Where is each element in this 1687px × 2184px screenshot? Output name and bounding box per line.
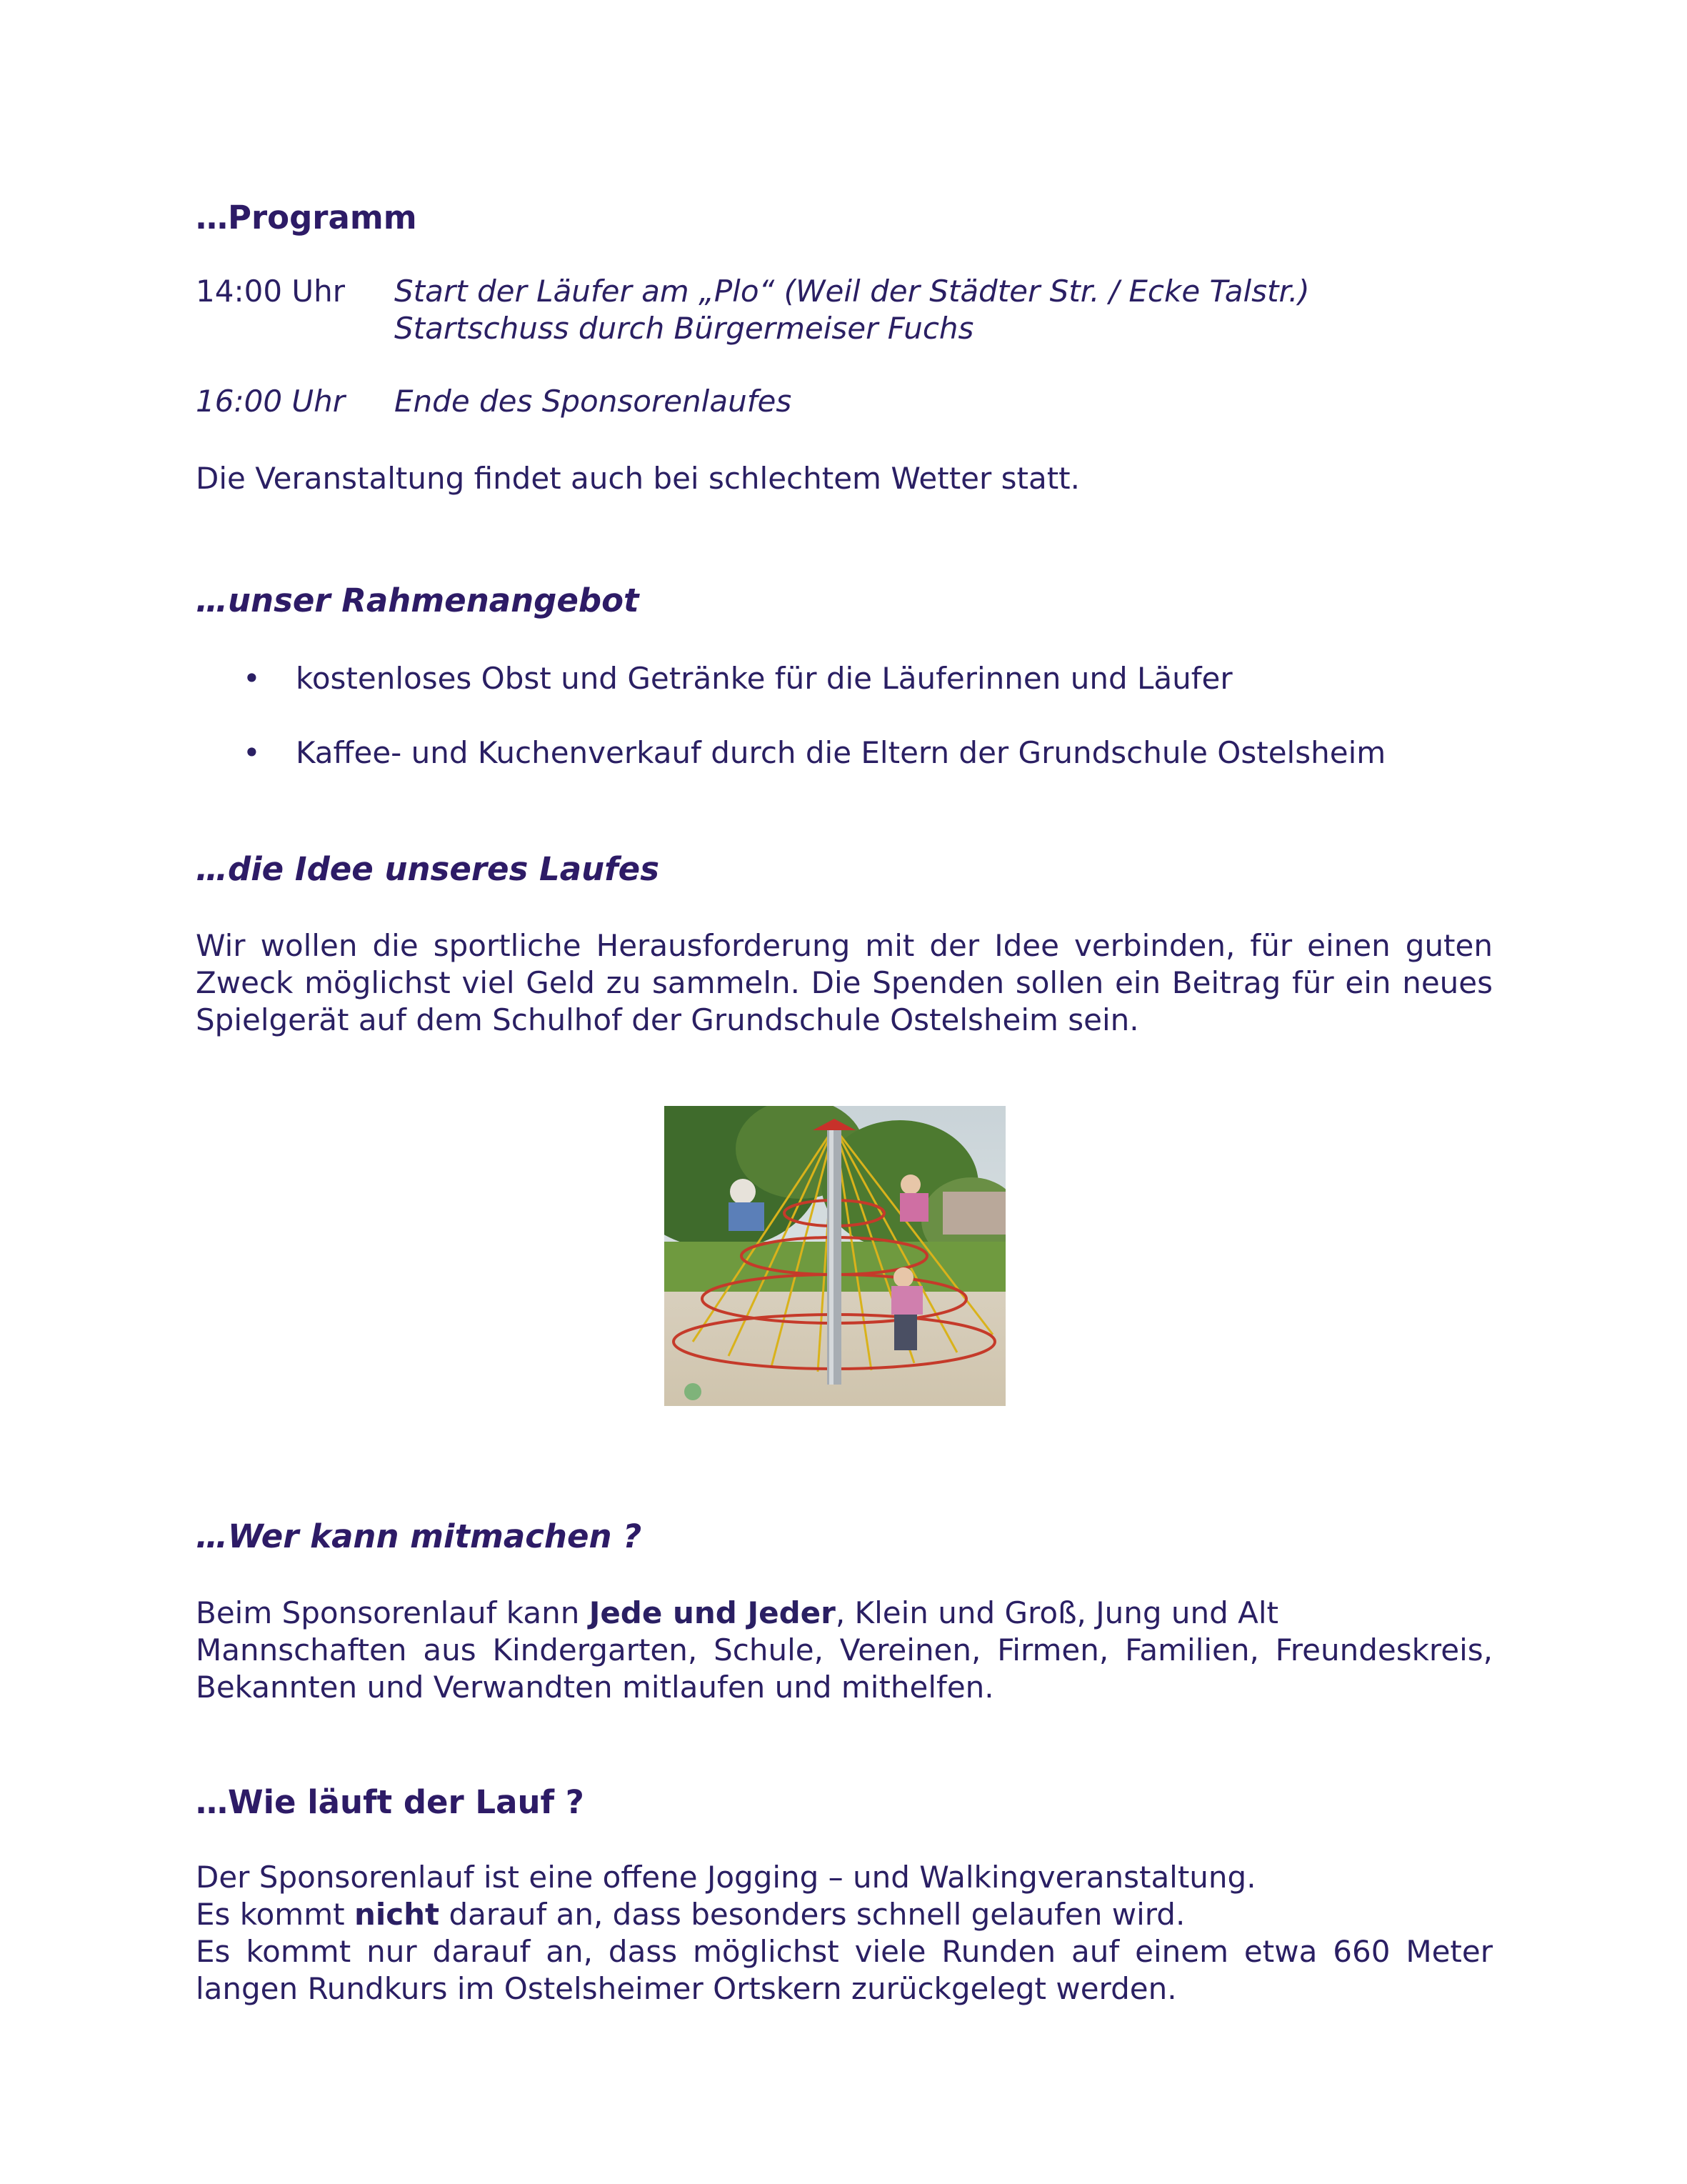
wie-line-3: Es kommt nur darauf an, dass möglichst viele Runden auf einem etwa 660 Meter [196, 1934, 1493, 1969]
wie-line-1: Der Sponsorenlauf ist eine offene Jogging – und Walkingveranstaltung. [196, 1860, 1256, 1895]
wie-line-2 [196, 1896, 1493, 1933]
heading-programm: …Programm [196, 199, 417, 236]
wie-text: Es kommt [196, 1897, 354, 1932]
time-1400: 14:00 Uhr [196, 274, 346, 309]
wer-text: Beim Sponsorenlauf kann [196, 1595, 589, 1630]
bullet-icon: • [243, 735, 261, 770]
heading-wer: …Wer kann mitmachen ? [196, 1517, 642, 1555]
idee-line: Spielgerät auf dem Schulhof der Grundschule Ostelsheim sein. [196, 1002, 1139, 1037]
program-line-startschuss: Startschuss durch Bürgermeiser Fuchs [394, 311, 974, 346]
heading-idee: …die Idee unseres Laufes [196, 850, 659, 888]
heading-rahmenangebot: …unser Rahmenangebot [196, 582, 639, 619]
wer-text: , Klein und Groß, Jung und Alt [835, 1595, 1278, 1630]
program-line-ende: Ende des Sponsorenlaufes [394, 384, 792, 419]
program-line-start: Start der Läufer am „Plo“ (Weil der Städter Str. / Ecke Talstr.) [394, 274, 1310, 309]
bullet-icon: • [243, 661, 261, 696]
idee-line: Wir wollen die sportliche Herausforderung mit der Idee verbinden, für einen guten [196, 928, 1493, 963]
wer-line-2: Mannschaften aus Kindergarten, Schule, Vereinen, Firmen, Familien, Freundeskreis, [196, 1632, 1493, 1667]
idee-line: Zweck möglichst viel Geld zu sammeln. Die Spenden sollen ein Beitrag für ein neues [196, 965, 1493, 1000]
wer-bold: Jede und Jeder [589, 1595, 836, 1630]
wie-line-4: langen Rundkurs im Ostelsheimer Ortskern zurückgelegt werden. [196, 1971, 1177, 2006]
wer-paragraph [196, 1595, 1493, 1706]
list-item: Kaffee- und Kuchenverkauf durch die Eltern der Grundschule Ostelsheim [296, 735, 1386, 770]
list-item: kostenloses Obst und Getränke für die Läuferinnen und Läufer [296, 661, 1233, 696]
wie-bold: nicht [354, 1897, 440, 1932]
idee-paragraph [196, 927, 1493, 1039]
climbing-net-photo [664, 1106, 1006, 1406]
wer-line-3: Bekannten und Verwandten mitlaufen und mithelfen. [196, 1670, 994, 1705]
time-1600: 16:00 Uhr [196, 384, 346, 419]
wer-line-1 [196, 1595, 1493, 1632]
heading-wie: …Wie läuft der Lauf ? [196, 1783, 584, 1821]
wie-paragraph [196, 1859, 1493, 2008]
weather-note: Die Veranstaltung findet auch bei schlechtem Wetter statt. [196, 461, 1080, 496]
wie-text: darauf an, dass besonders schnell gelaufen wird. [439, 1897, 1186, 1932]
